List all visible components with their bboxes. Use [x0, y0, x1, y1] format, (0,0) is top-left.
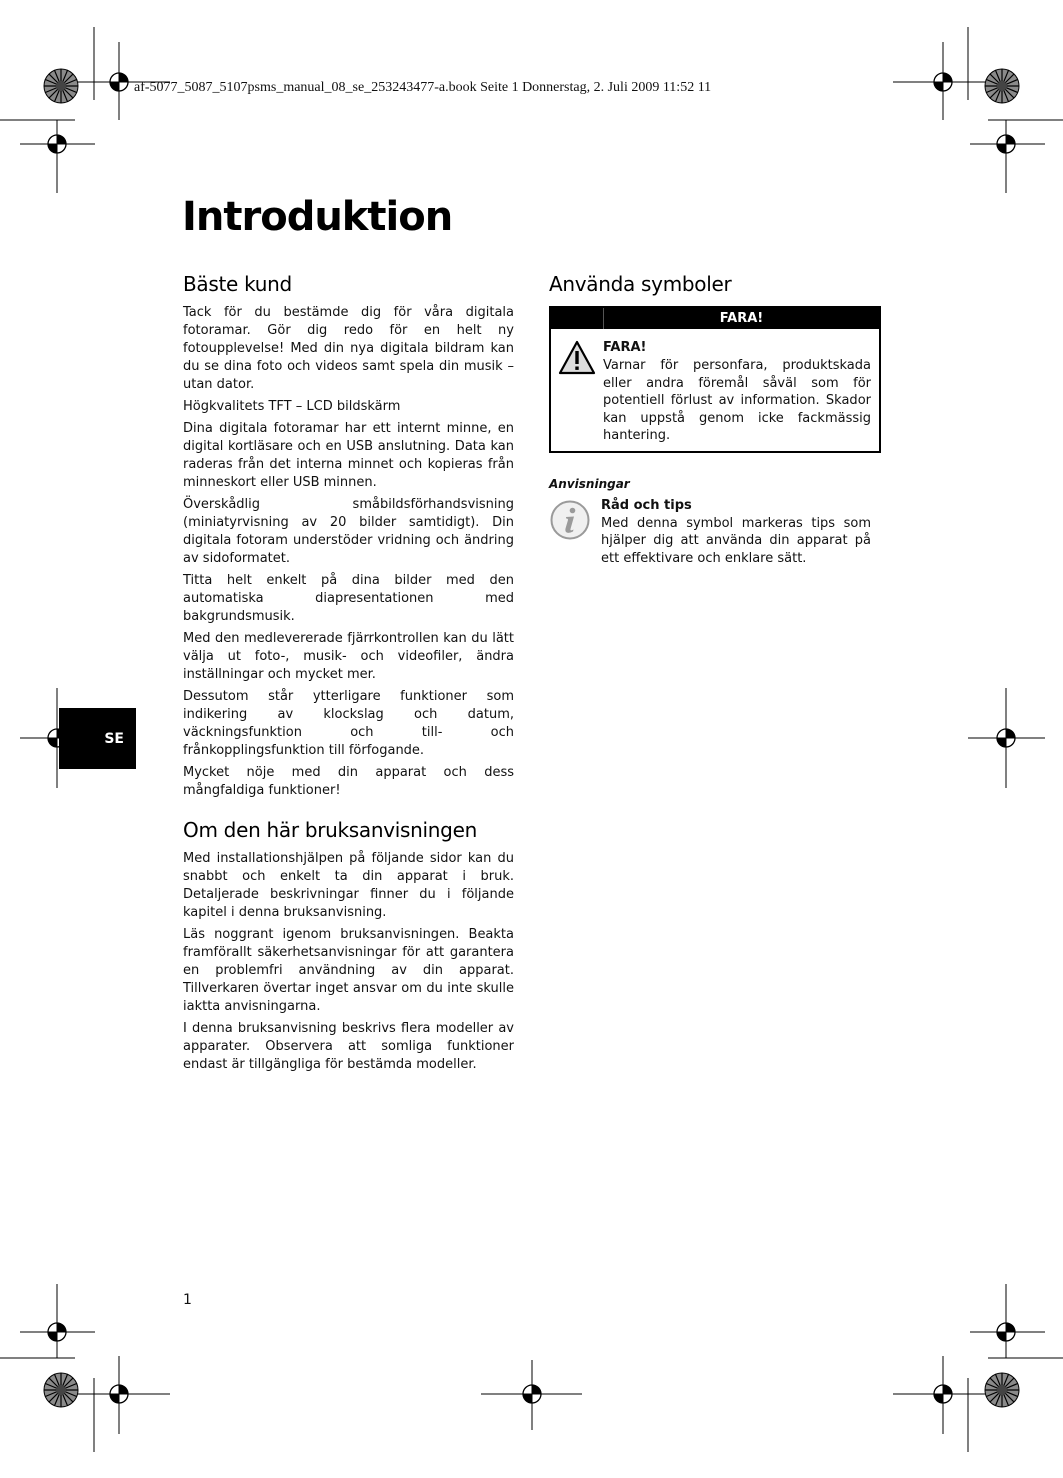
paragraph: Läs noggrant igenom bruksanvisningen. Beakta framförallt säkerhetsanvisningar för att garantera en problemfri användning av din apparat. Tillverkaren övertar inget ansvar om du inte skulle iaktta anvisningarna.	[183, 927, 514, 1014]
registration-mark-icon	[41, 1316, 73, 1348]
page-number: 1	[183, 1292, 192, 1308]
language-code: SE	[104, 730, 124, 747]
paragraph: Tack för du bestämde dig för våra digitala fotoramar. Gör dig redo för en helt ny fotoupplevelse! Med din nya digitala bildram kan du se dina foto och videos samt spela din musik – utan dator.	[183, 305, 514, 392]
registration-mark-icon	[41, 128, 73, 160]
section-heading-dear-customer: Bäste kund	[183, 272, 292, 296]
paragraph: Dessutom står ytterligare funktioner som indikering av klockslag och datum, väckningsfunktion och till- och frånkopplingsfunktion till förfogande.	[183, 689, 514, 758]
language-tab	[59, 708, 136, 769]
registration-mark-icon	[103, 1378, 135, 1410]
section-heading-symbols: Använda symboler	[549, 272, 732, 296]
tip-notice	[549, 497, 881, 568]
page-title: Introduktion	[182, 194, 453, 240]
section-heading-about-manual: Om den här bruksanvisningen	[183, 818, 477, 842]
paragraph: Med den medlevererade fjärrkontrollen kan du lätt välja ut foto-, musik- och videofiler, ändra inställningar och mycket mer.	[183, 631, 514, 682]
registration-mark-icon	[990, 722, 1022, 754]
paragraph: Titta helt enkelt på dina bilder med den automatiska diapresentationen med bakgrundsmusik.	[183, 573, 514, 624]
color-wheel-icon	[985, 69, 1019, 103]
print-header-line: af-5077_5087_5107psms_manual_08_se_253243477-a.book Seite 1 Donnerstag, 2. Juli 2009 11:52 11	[134, 80, 712, 95]
danger-description: Varnar för personfara, produktskada eller andra föremål såväl som för potentiell förlust av information. Skador kan uppstå genom icke fackmässig hantering.	[603, 358, 871, 443]
color-wheel-icon	[44, 1373, 78, 1407]
registration-mark-icon	[516, 1378, 548, 1410]
registration-mark-icon	[103, 66, 135, 98]
color-wheel-icon	[44, 69, 78, 103]
paragraph: Mycket nöje med din apparat och dess mångfaldiga funktioner!	[183, 765, 514, 798]
info-icon	[549, 499, 591, 541]
paragraph: Med installationshjälpen på följande sidor kan du snabbt och enkelt ta din apparat i bruk. Detaljerade beskrivningar finner du i följande kapitel i denna bruksanvisning.	[183, 851, 514, 920]
paragraph: Överskådlig småbildsförhandsvisning (miniatyrvisning av 20 bilder samtidigt). Din digitala fotoram understöder vridning och ändring av sidoformatet.	[183, 497, 514, 566]
warning-triangle-icon	[557, 339, 597, 377]
paragraph: Högkvalitets TFT – LCD bildskärm	[183, 399, 401, 414]
paragraph: Dina digitala fotoramar har ett internt minne, en digital kortläsare och en USB anslutning. Data kan raderas från det interna minnet och kopieras från minneskort eller USB minnen.	[183, 421, 514, 490]
tip-description: Med denna symbol markeras tips som hjälper dig att använda din apparat på ett effektivare och enklare sätt.	[601, 515, 871, 566]
danger-bar-label: FARA!	[719, 311, 764, 326]
paragraph: I denna bruksanvisning beskrivs flera modeller av apparater. Observera att somliga funktioner endast är tillgängliga för bestämda modeller.	[183, 1021, 514, 1072]
danger-title: FARA!	[603, 340, 647, 355]
registration-mark-icon	[927, 1378, 959, 1410]
notes-heading: Anvisningar	[549, 476, 630, 491]
registration-mark-icon	[990, 1316, 1022, 1348]
danger-header-bar	[551, 308, 879, 329]
tip-title: Råd och tips	[601, 497, 692, 513]
color-wheel-icon	[985, 1373, 1019, 1407]
right-column	[549, 272, 881, 567]
left-column	[183, 272, 514, 1078]
registration-mark-icon	[990, 128, 1022, 160]
registration-mark-icon	[927, 66, 959, 98]
danger-notice-box	[549, 306, 881, 453]
